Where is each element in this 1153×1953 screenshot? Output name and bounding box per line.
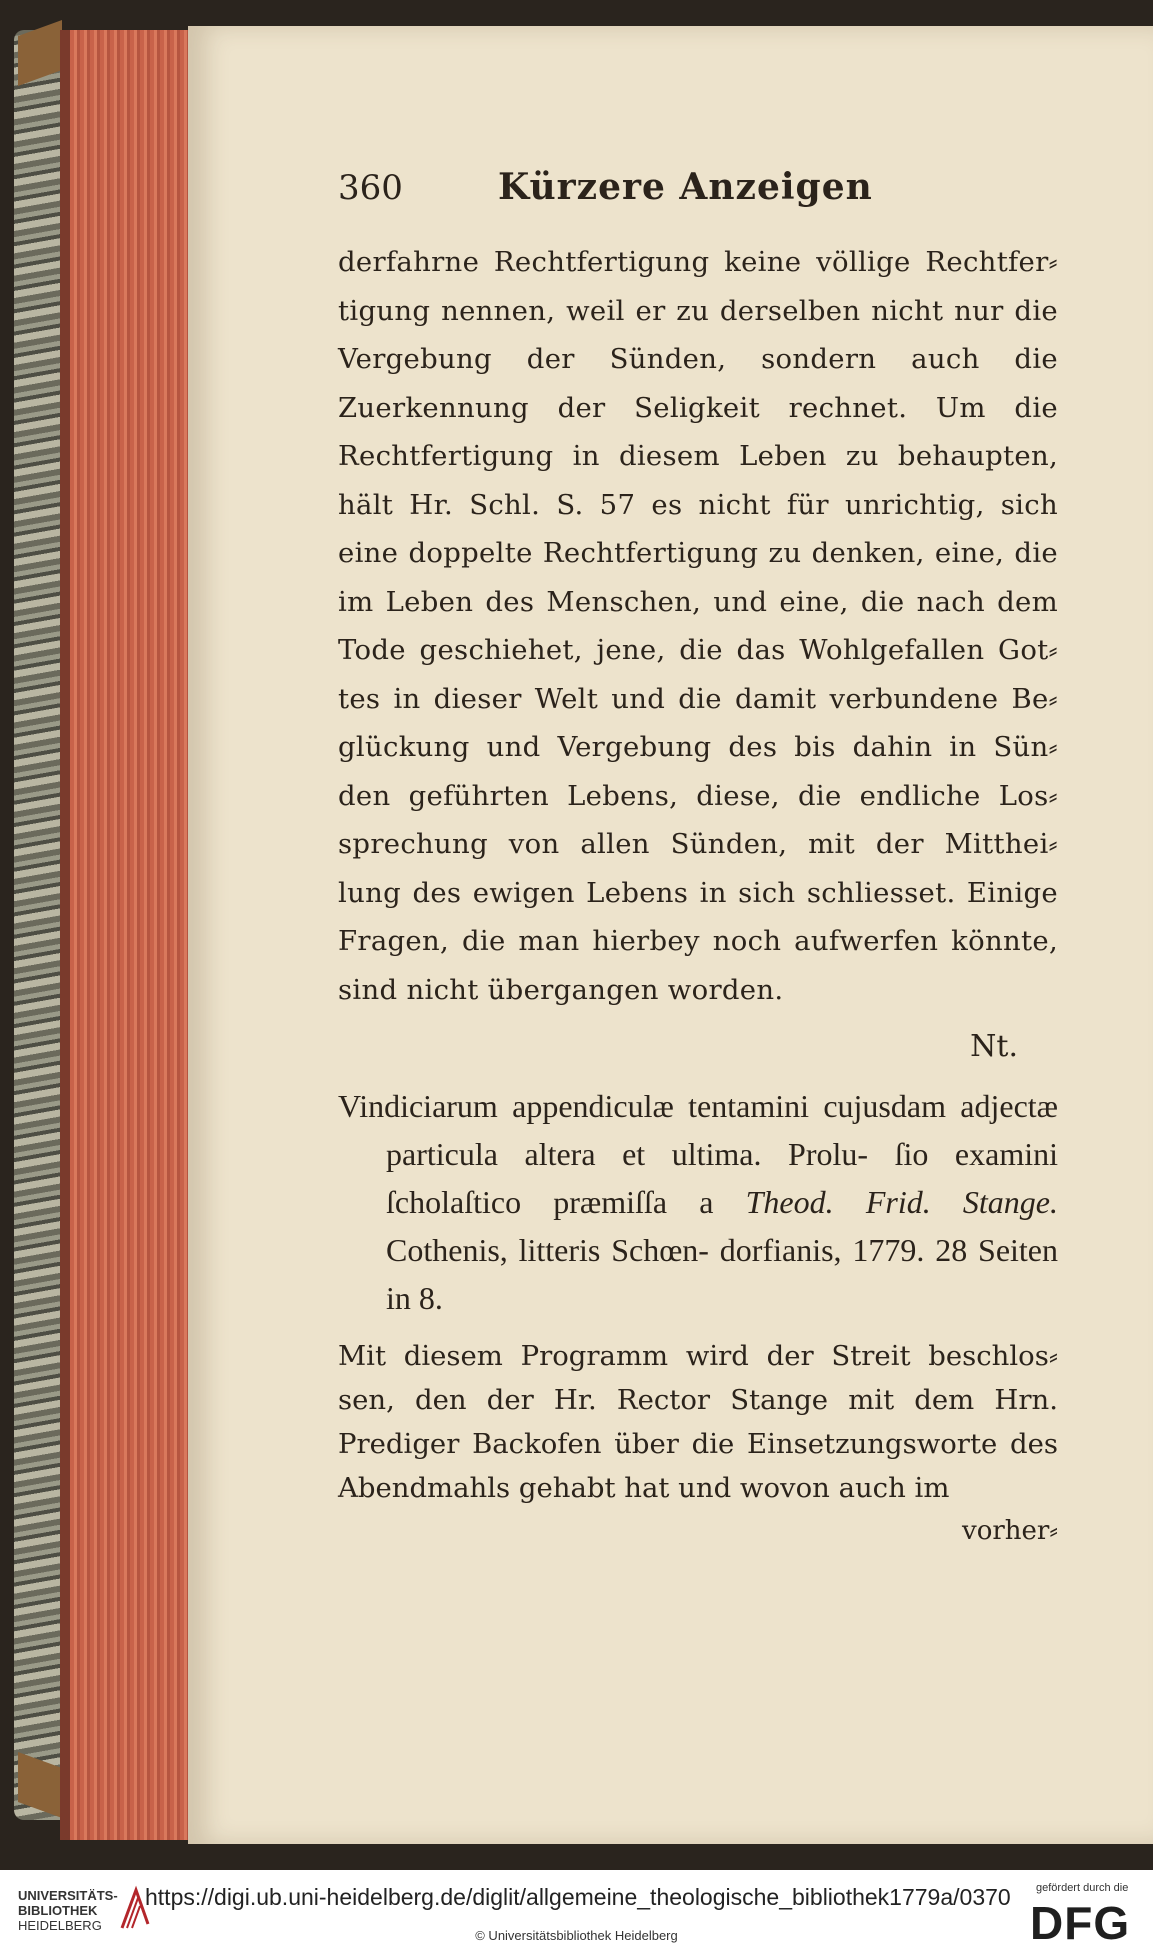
logo-line-1: UNIVERSITÄTS- [18, 1888, 118, 1903]
page-content [338, 166, 1058, 1546]
ub-heidelberg-logo[interactable] [18, 1888, 118, 1933]
copyright-notice: © Universitätsbibliothek Heidelberg [475, 1928, 678, 1943]
review-paragraph-1: derfahrne Rechtfertigung keine völlige Rechtfer⸗ tigung nennen, weil er zu derselben nicht nur die Vergebung der Sünden, sondern auch die Zuerkennung der Seligkeit rechnet. Um die Rechtfertigung in diesem Leben zu behaupten, hält Hr. Schl. S. 57 es nicht für unrichtig, sich eine doppelte Rechtfertigung zu denken, eine, die im Leben des Menschen, und eine, die nach dem Tode geschiehet, jene, die das Wohlgefallen Got⸗ tes in dieser Welt und die damit verbundene Be⸗ glückung und Vergebung des bis dahin in Sün⸗ den geführten Lebens, diese, die endliche Los⸗ sprechung von allen Sünden, mit der Mitthei⸗ lung des ewigen Lebens in sich schliesset. Einige Fragen, die man hierbey noch aufwerfen könnte, sind nicht übergangen worden. [338, 246, 1058, 1006]
catchword: vorher⸗ [962, 1516, 1058, 1546]
logo-line-3: HEIDELBERG [18, 1918, 102, 1933]
page-header [338, 166, 1058, 226]
funding-label: gefördert durch die [1036, 1882, 1129, 1894]
book-author: Theod. Frid. Stange. [745, 1184, 1059, 1220]
dfg-logo[interactable]: DFG [1030, 1897, 1131, 1949]
red-page-edges [60, 30, 190, 1840]
reviewer-signature: Nt. [970, 1029, 1018, 1064]
running-title: Kürzere Anzeigen [498, 166, 873, 208]
review-paragraph-2: Mit diesem Programm wird der Streit beschlos⸗ sen, den der Hr. Rector Stange mit dem Hrn. Prediger Backofen über die Einsetzungsworte des Abendmahls gehabt hat und wovon auch im [338, 1340, 1058, 1504]
permalink-url[interactable]: https://digi.ub.uni-heidelberg.de/diglit/allgemeine_theologische_bibliothek1779a/0370 [145, 1884, 1011, 1910]
book-title-entry [338, 1082, 1058, 1322]
spine-shadow [60, 30, 70, 1840]
viewer-footer [0, 1870, 1153, 1953]
page-number: 360 [338, 168, 403, 208]
book-page [188, 26, 1153, 1844]
book-title-part-1: Vindiciarum appendiculæ tentamini cujusdam adjectæ particula altera et ultima. Prolu- ſio examini ſcholaſtico præmiſſa a [338, 1088, 1058, 1220]
book-title-part-2: Cothenis, litteris Schœn- dorfianis, 1779. 28 Seiten in 8. [386, 1232, 1058, 1316]
logo-line-2: BIBLIOTHEK [18, 1903, 98, 1918]
